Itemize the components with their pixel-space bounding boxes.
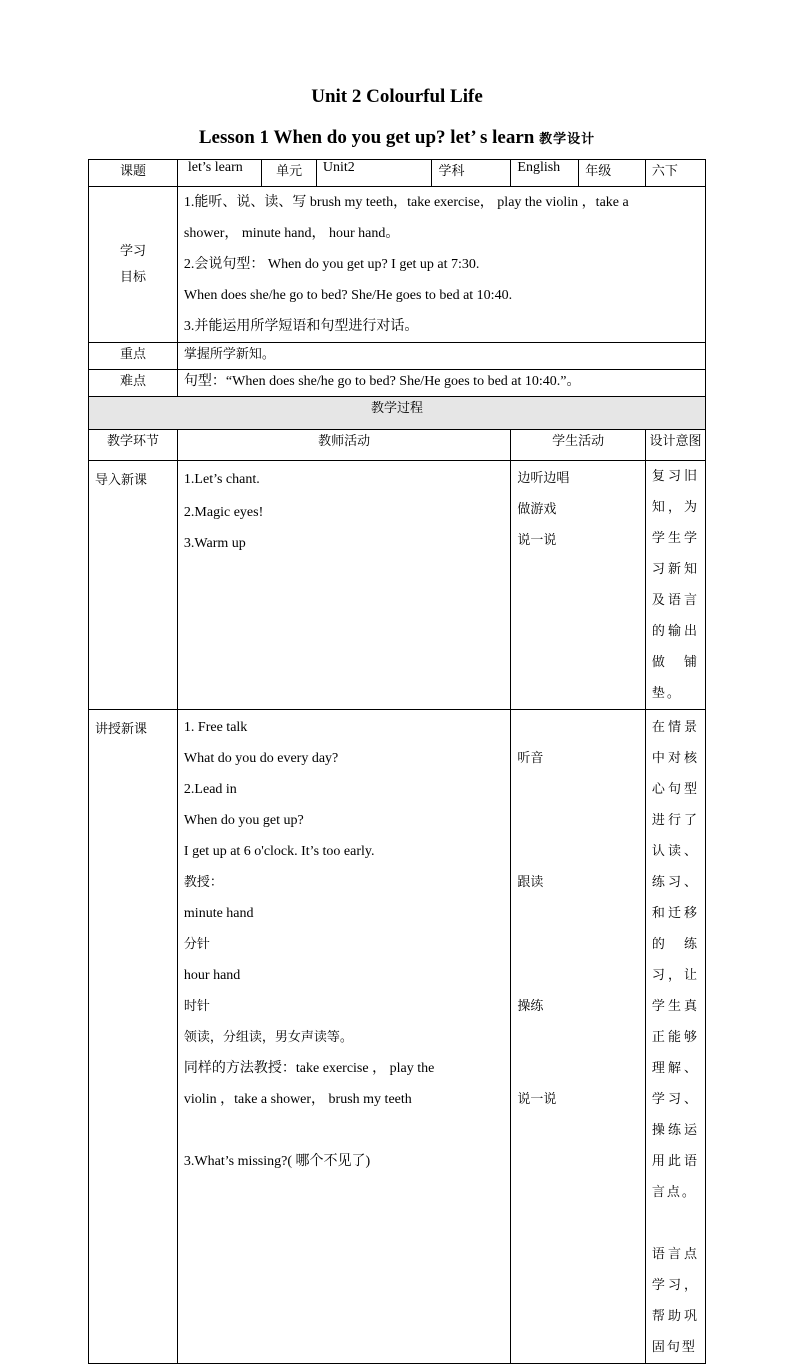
teach-row <box>89 710 706 1364</box>
teacher-line: 2.Lead in <box>183 782 237 797</box>
intro-student <box>511 461 646 710</box>
teach-purpose <box>645 710 705 1364</box>
teacher-line: I get up at 6 o'clock. It’s too early. <box>183 844 375 859</box>
header-stage: 教学环节 <box>89 430 178 461</box>
teacher-line: 分针 <box>183 937 210 952</box>
intro-teacher <box>177 461 510 710</box>
teach-teacher <box>177 710 510 1364</box>
student-line <box>517 1053 639 1084</box>
unit-value: Unit2 <box>316 160 432 187</box>
student-line: 操练 <box>517 999 544 1014</box>
goal-line: 2.会说句型： When do you get up? I get up at 7:30. <box>183 257 480 272</box>
key-point-value: 掌握所学新知。 <box>177 343 705 370</box>
header-teacher: 教师活动 <box>177 430 510 461</box>
teacher-line: 1. Free talk <box>183 720 248 735</box>
goals-label <box>89 187 178 343</box>
lesson-title-cn: 教学设计 <box>539 132 596 147</box>
subject-label: 学科 <box>432 160 511 187</box>
process-title-row <box>89 397 706 430</box>
lesson-title-en: Lesson 1 When do you get up? let’ s learn <box>198 127 535 148</box>
student-line <box>517 836 639 867</box>
student-line: 听音 <box>517 751 544 766</box>
teacher-line: minute hand <box>183 906 254 921</box>
student-line: 边听边唱 <box>517 471 570 486</box>
unit-label: 单元 <box>262 160 316 187</box>
key-point-row <box>89 343 706 370</box>
lesson-title <box>0 127 794 149</box>
student-line <box>517 805 639 836</box>
goals-content <box>177 187 705 343</box>
purpose-spacer <box>652 1208 699 1239</box>
teacher-line: 1.Let’s chant. <box>183 472 260 487</box>
teacher-line: What do you do every day? <box>183 751 339 766</box>
teacher-line: 教授： <box>183 875 223 890</box>
goal-line: shower， minute hand， hour hand。 <box>183 226 400 241</box>
teach-student <box>511 710 646 1364</box>
goal-line: 1.能听、说、读、写 brush my teeth，take exercise， play the violin ，take a <box>183 195 629 210</box>
subject-value: English <box>511 160 579 187</box>
goal-line: When does she/he go to bed? She/He goes to bed at 10:40. <box>183 288 513 303</box>
teacher-line: When do you get up? <box>183 813 304 828</box>
student-line: 说一说 <box>517 1092 557 1107</box>
student-line <box>517 960 639 991</box>
teacher-line: 3.What’s missing?( 哪个不见了) <box>183 1154 371 1169</box>
purpose-block: 语言点学习，帮助巩固句型 <box>651 1247 699 1355</box>
student-line <box>517 712 639 743</box>
goals-label-line: 目标 <box>119 269 146 285</box>
process-title: 教学过程 <box>89 397 706 430</box>
header-purpose: 设计意图 <box>645 430 705 461</box>
intro-stage: 导入新课 <box>89 461 178 710</box>
key-point-label: 重点 <box>89 343 178 370</box>
grade-label: 年级 <box>579 160 646 187</box>
student-line: 说一说 <box>517 533 557 548</box>
student-line <box>517 774 639 805</box>
intro-row <box>89 461 706 710</box>
goals-row <box>89 187 706 343</box>
teach-stage: 讲授新课 <box>89 710 178 1364</box>
teacher-line: 同样的方法教授：take exercise ， play the <box>183 1061 435 1076</box>
teacher-line <box>184 1115 504 1146</box>
topic-value: let’s learn <box>177 160 261 187</box>
student-line <box>517 1022 639 1053</box>
student-line <box>517 929 639 960</box>
goals-label-line: 学习 <box>119 243 146 259</box>
topic-label: 课题 <box>89 160 178 187</box>
goal-line: 3.并能运用所学短语和句型进行对话。 <box>183 319 419 334</box>
student-line <box>517 898 639 929</box>
difficulty-label: 难点 <box>89 370 178 397</box>
purpose-block: 在情景中对核心句型进行了认读、练习、和迁移的练习，让学生真正能够理解、学习、操练运用此语言点。 <box>651 720 699 1200</box>
lesson-plan-table <box>88 159 706 1364</box>
intro-purpose: 复习旧知，为学生学习新知及语言的输出做铺垫。 <box>645 461 705 710</box>
teacher-line: violin ，take a shower， brush my teeth <box>183 1092 412 1107</box>
teacher-line: 3.Warm up <box>183 536 246 551</box>
difficulty-value: 句型：“When does she/he go to bed? She/He goes to bed at 10:40.”。 <box>177 370 705 397</box>
teacher-line: 2.Magic eyes! <box>183 505 264 520</box>
teacher-line: 时针 <box>183 999 210 1014</box>
student-line: 跟读 <box>517 875 544 890</box>
unit-title: Unit 2 Colourful Life <box>311 86 483 107</box>
grade-value: 六下 <box>645 160 705 187</box>
student-line: 做游戏 <box>517 502 557 517</box>
info-row <box>89 160 706 187</box>
difficulty-row <box>89 370 706 397</box>
teacher-line: hour hand <box>183 968 241 983</box>
process-header-row <box>89 430 706 461</box>
header-student: 学生活动 <box>511 430 646 461</box>
teacher-line: 领读，分组读，男女声读等。 <box>183 1030 353 1045</box>
